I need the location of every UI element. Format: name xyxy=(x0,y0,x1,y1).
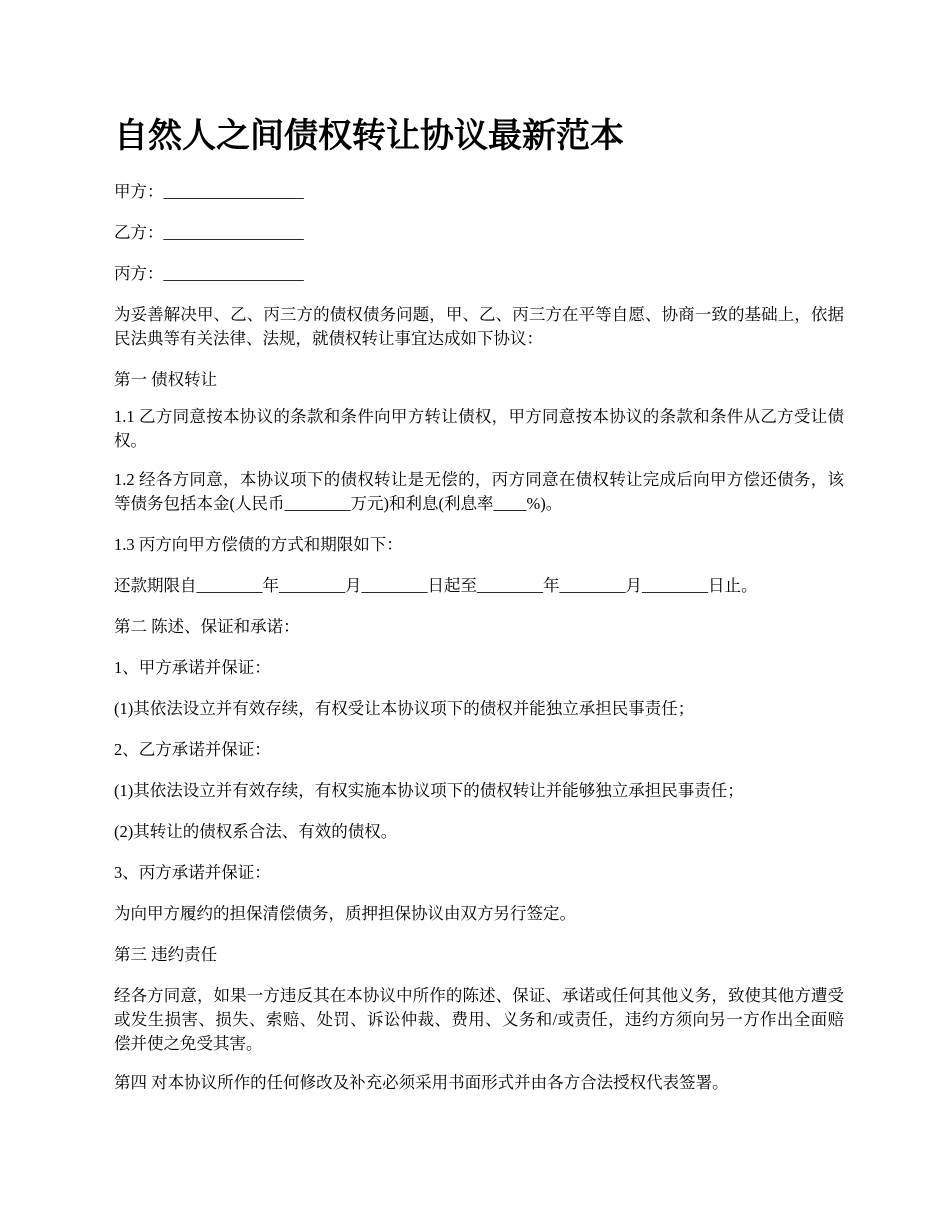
repayment-period: 还款期限自________年________月________日起至________年________月________日止。 xyxy=(114,576,758,595)
party-b-item-2: (2)其转让的债权系合法、有效的债权。 xyxy=(114,822,398,841)
party-c-commitment: 3、丙方承诺并保证： xyxy=(114,863,271,882)
party-b-item-1: (1)其依法设立并有效存续，有权实施本协议项下的债权转让并能够独立承担民事责任； xyxy=(114,781,744,800)
party-b-commitment: 2、乙方承诺并保证： xyxy=(114,740,271,759)
section-2-heading: 第二 陈述、保证和承诺： xyxy=(114,617,300,636)
clause-1-3: 1.3 丙方向甲方偿债的方式和期限如下： xyxy=(114,535,403,554)
party-b-line: 乙方：_________________ xyxy=(114,223,304,242)
party-c-item-1: 为向甲方履约的担保清偿债务，质押担保协议由双方另行签定。 xyxy=(114,904,576,923)
section-4: 第四 对本协议所作的任何修改及补充必须采用书面形式并由各方合法授权代表签署。 xyxy=(114,1073,729,1092)
clause-1-2: 1.2 经各方同意，本协议项下的债权转让是无偿的，丙方同意在债权转让完成后向甲方偿还债务，该等债务包括本金(人民币________万元)和利息(利息率____%)。 xyxy=(114,470,844,513)
section-3-body: 经各方同意，如果一方违反其在本协议中所作的陈述、保证、承诺或任何其他义务，致使其他方遭受或发生损害、损失、索赔、处罚、诉讼仲裁、费用、义务和/或责任，违约方须向另一方作出全面赔偿并使之免受其害。 xyxy=(114,986,844,1053)
party-c-line: 丙方：_________________ xyxy=(114,264,304,283)
party-a-commitment: 1、甲方承诺并保证： xyxy=(114,658,271,677)
section-1-heading: 第一 债权转让 xyxy=(114,370,218,389)
section-3-heading: 第三 违约责任 xyxy=(114,945,218,964)
document-title: 自然人之间债权转让协议最新范本 xyxy=(114,116,624,156)
intro-paragraph: 为妥善解决甲、乙、丙三方的债权债务问题，甲、乙、丙三方在平等自愿、协商一致的基础上，依据民法典等有关法律、法规，就债权转让事宜达成如下协议： xyxy=(114,305,844,348)
party-a-item-1: (1)其依法设立并有效存续，有权受让本协议项下的债权并能独立承担民事责任； xyxy=(114,699,695,718)
clause-1-1: 1.1 乙方同意按本协议的条款和条件向甲方转让债权，甲方同意按本协议的条款和条件从乙方受让债权。 xyxy=(114,407,844,450)
party-a-line: 甲方：_________________ xyxy=(114,182,304,201)
